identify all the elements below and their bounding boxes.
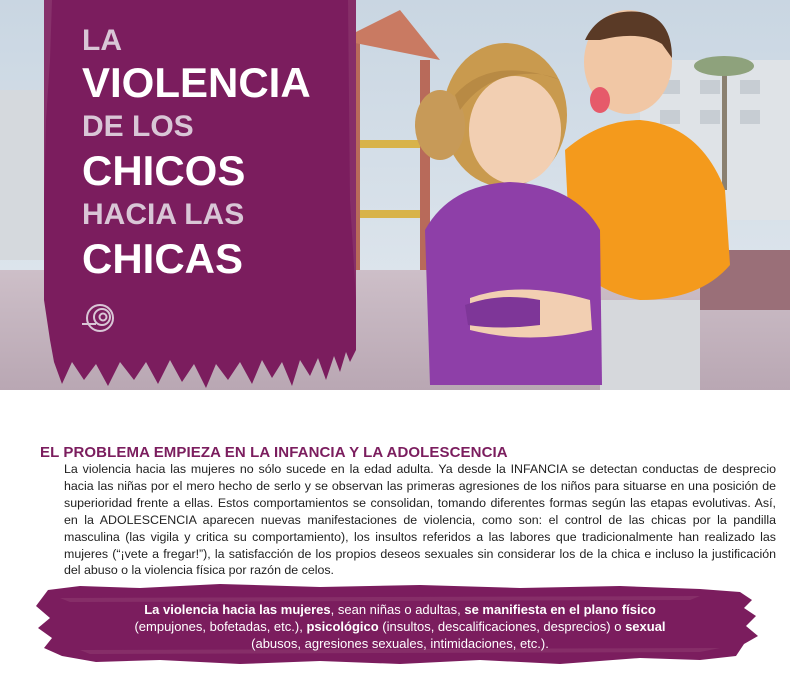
callout-emphasis-3: psicológico [306,619,379,634]
title-line-1: LA [82,24,122,57]
title-line-6: CHICAS [82,235,244,282]
callout-part-6: (insultos, descalificaciones, desprecios) o [378,619,626,634]
callout-part-8: (abusos, agresiones sexuales, intimidaciones, etc.). [251,636,549,651]
title-line-5: HACIA LAS [82,198,245,231]
callout-emphasis-1: La violencia hacia las mujeres [144,602,331,617]
title-line-4: CHICOS [82,147,246,194]
section-paragraph: La violencia hacia las mujeres no sólo sucede en la edad adulta. Ya desde la INFANCIA se detectan conductas de desprecio hacia las niñas por el mero hecho de serlo y se observan las primeras agresiones de los niños para situarse en una posición de superioridad frente a ellas. Estos comportamientos se consolidan, tomando diferentes formas según las etapas evolutivas. Así, en la ADOLESCENCIA aparecen nuevas manifestaciones de violencia, como son: el control de las chicas por la pandilla masculina (las vigila y critica su comportamiento), los insultos referidos a las labores que tradicionalmente han realizado las mujeres (“¡vete a fregar!”), la satisfacción de los propios deseos sexuales sin considerar los de la chica e incluso la justificación del abuso o la violencia física por razón de celos. [64,462,776,578]
section-heading: EL PROBLEMA EMPIEZA EN LA INFANCIA Y LA ADOLESCENCIA [40,444,508,461]
callout-text [120,601,680,652]
callout-emphasis-4: sexual [625,619,666,634]
callout-part-2: , sean niñas o adultas, [330,602,465,617]
page-title [82,26,311,280]
callout-part-4: (empujones, bofetadas, etc.), [134,619,307,634]
title-line-2: VIOLENCIA [82,59,311,106]
callout-emphasis-2: se manifiesta en el plano físico [464,602,656,617]
title-line-3: DE LOS [82,110,194,143]
